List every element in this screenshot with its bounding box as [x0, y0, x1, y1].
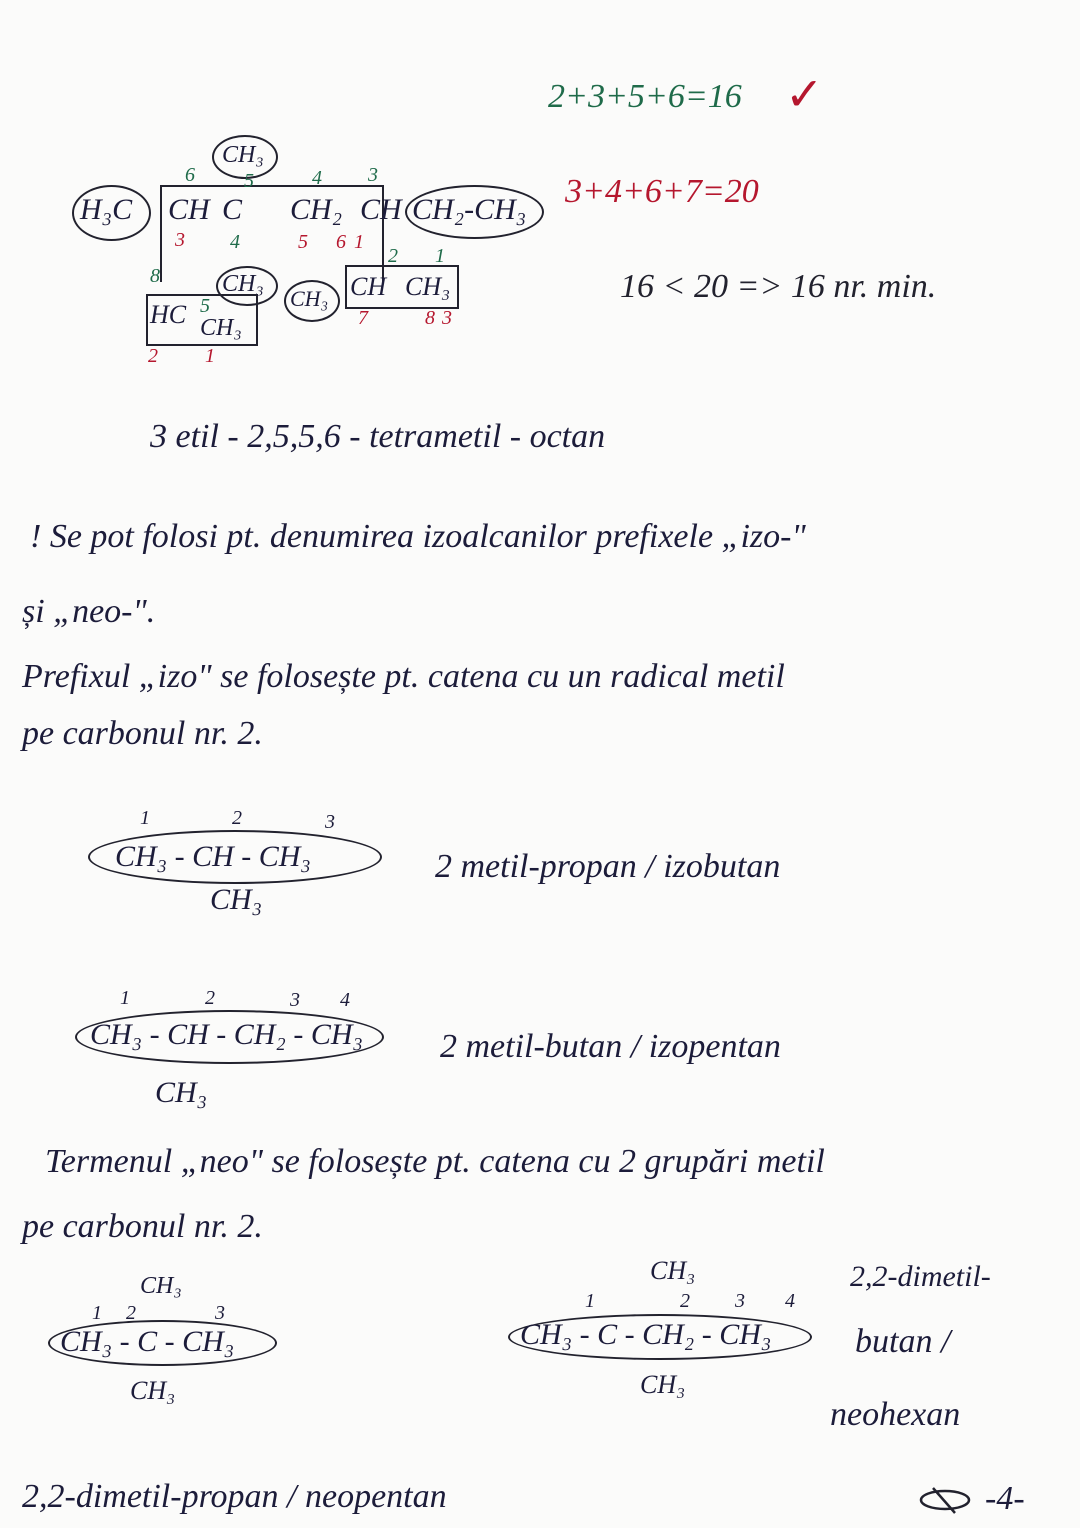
- carbon-number: 2: [126, 1302, 136, 1324]
- chain-formula: CH₃ - C - CH₃: [60, 1325, 235, 1358]
- doodle-icon: [915, 1485, 975, 1515]
- branch-formula: CH₃: [640, 1370, 686, 1399]
- compound-name-line: butan /: [855, 1323, 951, 1360]
- paragraph-line: pe carbonul nr. 2.: [22, 715, 263, 752]
- comparison: 16 < 20 => 16 nr. min.: [620, 268, 937, 305]
- carbon-number: 8: [150, 265, 160, 287]
- branch-formula: CH₃: [155, 1076, 208, 1109]
- carbon-number: 5: [298, 231, 308, 253]
- group-hc: HC: [150, 300, 187, 329]
- carbon-number: 3: [735, 1290, 745, 1312]
- compound-name-line: neohexan: [830, 1396, 961, 1433]
- carbon-number: 1: [354, 231, 364, 253]
- branch-formula: CH₃: [130, 1376, 176, 1405]
- carbon-number: 4: [312, 167, 322, 189]
- carbon-number: 7: [358, 307, 368, 329]
- group-ch3: CH₃: [200, 315, 242, 341]
- group-c: C: [222, 193, 243, 226]
- carbon-number: 2: [388, 245, 398, 267]
- carbon-number: 2: [680, 1290, 690, 1312]
- carbon-number: 1: [435, 245, 445, 267]
- group-ch: CH: [168, 193, 210, 226]
- carbon-number: 3: [175, 229, 185, 251]
- group-ch3: CH₃: [222, 142, 264, 168]
- carbon-number: 3: [215, 1302, 225, 1324]
- group-ch2: CH₂: [290, 193, 343, 226]
- carbon-number: 3: [290, 989, 300, 1011]
- carbon-number: 4: [785, 1290, 795, 1312]
- carbon-number: 1: [120, 987, 130, 1009]
- carbon-number: 4: [230, 231, 240, 253]
- carbon-number: 4: [340, 989, 350, 1011]
- carbon-number: 2: [205, 987, 215, 1009]
- group-ch3: CH₃: [290, 286, 329, 311]
- sum-green: 2+3+5+6=16: [548, 78, 742, 115]
- carbon-number: 2: [232, 807, 242, 829]
- carbon-number: 1: [140, 807, 150, 829]
- sum-red: 3+4+6+7=20: [565, 173, 759, 210]
- chain-formula: CH₃ - CH - CH₃: [115, 840, 311, 873]
- carbon-number: 2: [148, 345, 158, 367]
- carbon-number: 6: [185, 164, 195, 186]
- group-ethyl: CH₂-CH₃: [412, 193, 527, 226]
- carbon-number: 1: [92, 1302, 102, 1324]
- branch-formula: CH₃: [140, 1273, 182, 1299]
- carbon-number: 6: [336, 231, 346, 253]
- group-h3c: H₃C: [80, 193, 133, 226]
- compound-name: 2 metil-butan / izopentan: [440, 1028, 781, 1065]
- paragraph-line: Termenul „neo" se folosește pt. catena cu 2 grupări metil: [45, 1143, 825, 1180]
- carbon-number: 5: [244, 170, 254, 192]
- group-ch3: CH₃: [222, 271, 264, 297]
- carbon-number: 1: [205, 345, 215, 367]
- check-icon: ✓: [785, 69, 824, 120]
- carbon-number: 3: [325, 811, 335, 833]
- paragraph-line: și „neo-".: [22, 593, 156, 630]
- group-ch: CH₃: [405, 272, 451, 301]
- group-ch: CH: [350, 272, 387, 301]
- page-number: -4-: [985, 1480, 1025, 1517]
- carbon-number: 8: [425, 307, 435, 329]
- carbon-number: 3: [442, 307, 452, 329]
- compound-name-line: 2,2-dimetil-: [850, 1260, 991, 1293]
- group-ch: CH: [360, 193, 402, 226]
- paragraph-line: Prefixul „izo" se folosește pt. catena cu un radical metil: [22, 658, 785, 695]
- branch-formula: CH₃: [650, 1256, 696, 1285]
- carbon-number: 5: [200, 295, 210, 317]
- branch-formula: CH₃: [210, 883, 263, 916]
- main-compound-name: 3 etil - 2,5,5,6 - tetrametil - octan: [150, 418, 606, 455]
- carbon-number: 3: [368, 164, 378, 186]
- paragraph-line: ! Se pot folosi pt. denumirea izoalcanilor prefixele „izo-": [30, 518, 806, 555]
- chain-formula: CH₃ - CH - CH₂ - CH₃: [90, 1018, 363, 1051]
- compound-name: 2,2-dimetil-propan / neopentan: [22, 1478, 447, 1515]
- compound-name: 2 metil-propan / izobutan: [435, 848, 781, 885]
- carbon-number: 1: [585, 1290, 595, 1312]
- paragraph-line: pe carbonul nr. 2.: [22, 1208, 263, 1245]
- chain-formula: CH₃ - C - CH₂ - CH₃: [520, 1318, 772, 1351]
